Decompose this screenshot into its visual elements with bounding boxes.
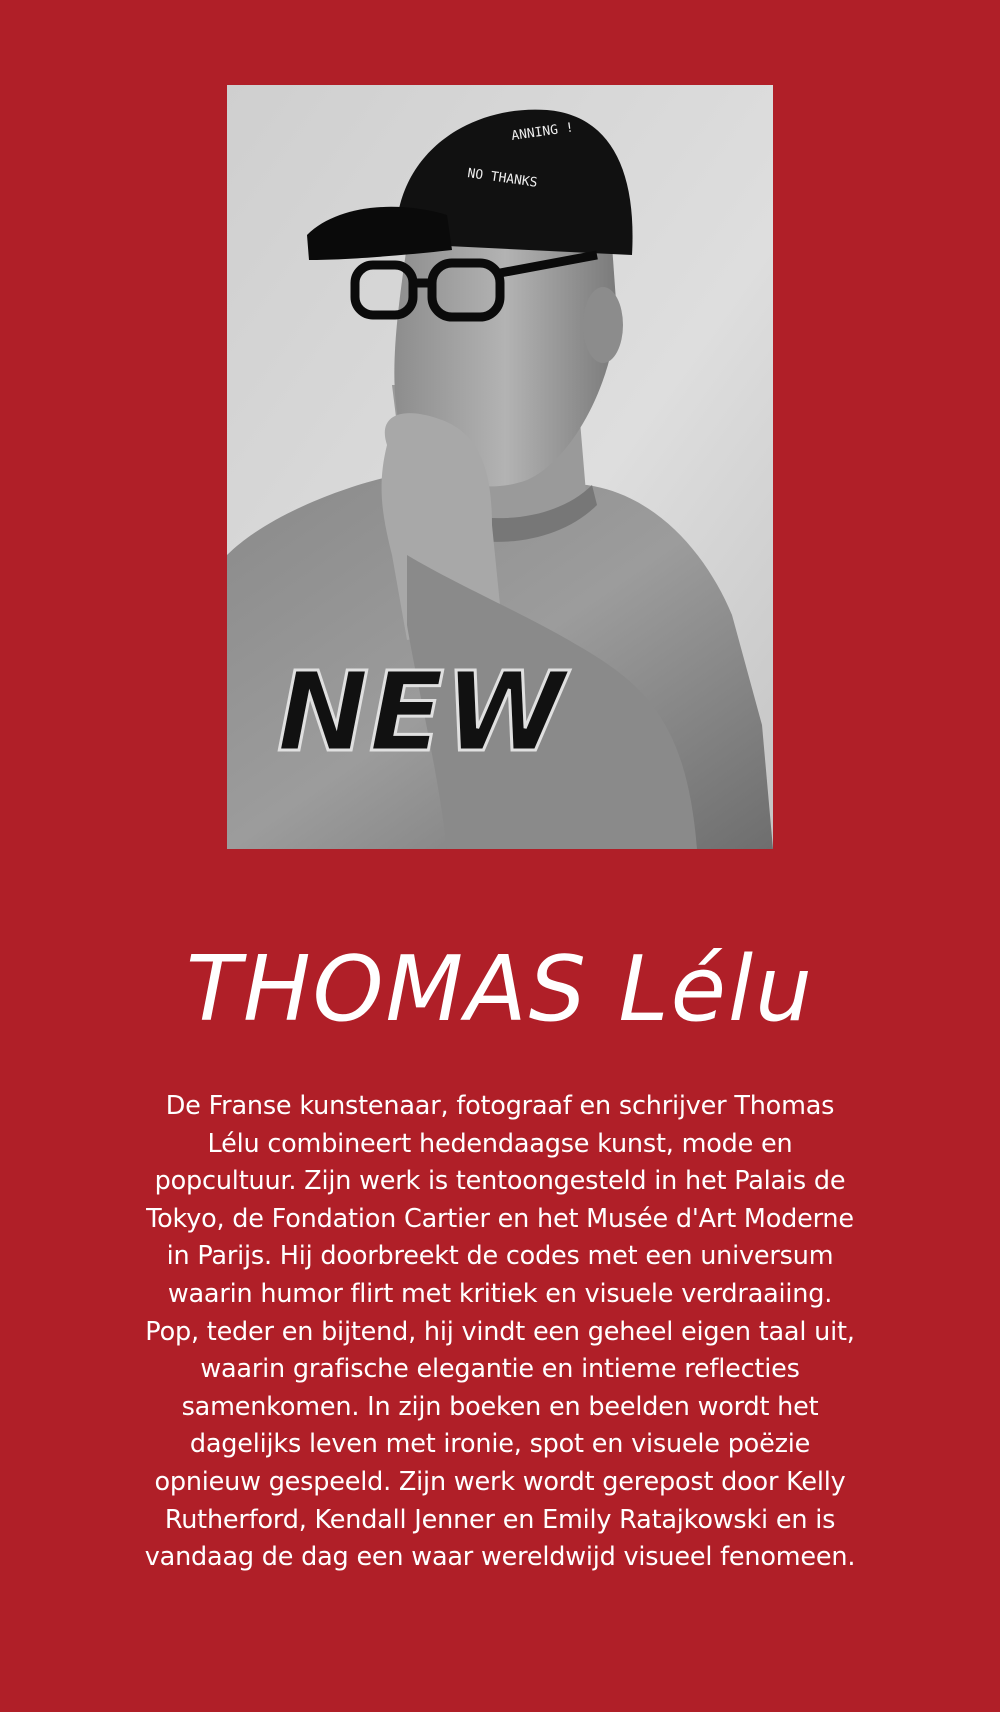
cap-text-line-1: ANNING ! — [510, 120, 575, 144]
artist-name-signature: THOMAS Lélu — [185, 937, 815, 1042]
sweater-lettering: NEW — [277, 648, 566, 776]
artist-portrait-photo — [227, 85, 773, 849]
artist-signature — [185, 920, 815, 1050]
cap-text-line-2: NO THANKS — [466, 166, 539, 191]
artist-bio-text: De Franse kunstenaar, fotograaf en schrijver Thomas Lélu combineert hedendaagse kunst, mode en popcultuur. Zijn werk is tentoongesteld in het Palais de Tokyo, de Fondation Cartier en het Musée d'Art Moderne in Parijs. Hij doorbreekt de codes met een universum waarin humor flirt met kritiek en visuele verdraaiing. Pop, teder en bijtend, hij vindt een geheel eigen taal uit, waarin grafische elegantie en intieme reflecties samenkomen. In zijn boeken en beelden wordt het dagelijks leven met ironie, spot en visuele poëzie opnieuw gespeeld. Zijn werk wordt gerepost door Kelly Rutherford, Kendall Jenner en Emily Ratajkowski en is vandaag de dag een waar wereldwijd visueel fenomeen. — [144, 1091, 856, 1573]
